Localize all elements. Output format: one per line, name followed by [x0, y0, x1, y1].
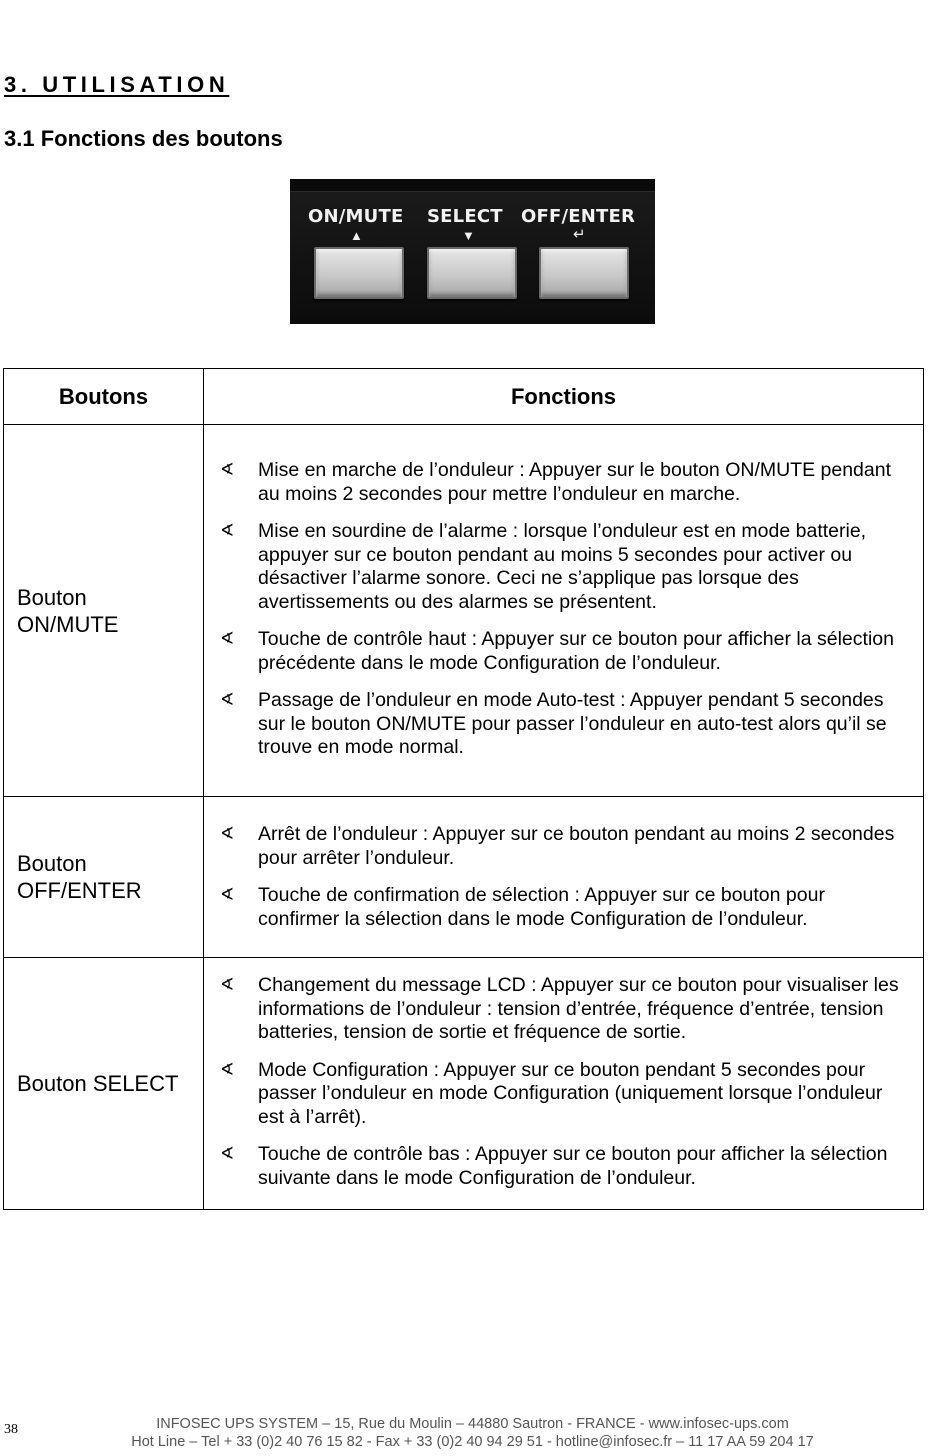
button-name: Bouton SELECT [17, 1071, 179, 1096]
bullet-icon: ∢ [220, 629, 235, 649]
functions-list [204, 425, 923, 760]
button-name-cell [4, 958, 204, 1210]
table-row-on-mute [4, 425, 924, 797]
button-name-cell [4, 425, 204, 797]
function-text: Mise en sourdine de l’alarme : lorsque l’onduleur est en mode batterie, appuyer sur ce bouton pendant au moins 5 secondes pour activer ou désactiver l’alarme sonore. Ceci ne s’applique pas lorsque des avertissements ou des alarmes se présentent. [258, 520, 867, 613]
list-item [204, 459, 923, 506]
button-name: Bouton OFF/ENTER [17, 851, 142, 903]
bullet-icon: ∢ [220, 975, 235, 995]
button-panel-photo [290, 179, 655, 324]
function-text: Changement du message LCD : Appuyer sur ce bouton pour visualiser les informations de l’onduleur : tension d’entrée, fréquence d’entrée, tension batteries, tension de sortie et fréquence de sortie. [258, 974, 899, 1043]
panel-lcd-edge [290, 179, 655, 192]
table-header-row [4, 369, 924, 425]
bullet-icon: ∢ [220, 824, 235, 844]
button-functions-table [3, 368, 924, 1210]
on-mute-key [314, 247, 404, 299]
bullet-icon: ∢ [220, 1059, 235, 1080]
enter-arrow-icon: ↵ [573, 226, 586, 243]
list-item [204, 1143, 923, 1190]
bullet-icon: ∢ [220, 521, 235, 541]
select-key [427, 247, 517, 299]
function-text: Mode Configuration : Appuyer sur ce bouton pendant 5 secondes pour passer l’onduleur en mode Configuration (uniquement lorsque l’onduleur est à l’arrêt). [258, 1058, 883, 1128]
list-item [204, 1059, 923, 1130]
list-item [204, 520, 923, 614]
panel-label-on-mute: ON/MUTE [308, 206, 404, 227]
bullet-icon: ∢ [220, 460, 235, 480]
list-item [204, 974, 923, 1045]
panel-label-off-enter: OFF/ENTER [521, 206, 636, 227]
bullet-icon: ∢ [220, 1144, 235, 1164]
subsection-title: 3.1 Fonctions des boutons [4, 126, 283, 151]
function-text: Arrêt de l’onduleur : Appuyer sur ce bouton pendant au moins 2 secondes pour arrêter l’onduleur. [258, 823, 895, 869]
function-text: Passage de l’onduleur en mode Auto-test : Appuyer pendant 5 secondes sur le bouton ON/MUTE pour passer l’onduleur en auto-test alors qu’il se trouve en mode normal. [258, 689, 887, 758]
list-item [204, 628, 923, 675]
list-item [204, 689, 923, 760]
button-name: Bouton ON/MUTE [17, 584, 119, 637]
up-arrow-icon: ▲ [350, 228, 363, 243]
functions-cell [204, 958, 924, 1210]
off-enter-key [539, 247, 629, 299]
functions-list [204, 958, 923, 1190]
footer-address: INFOSEC UPS SYSTEM – 15, Rue du Moulin – 44880 Sautron - FRANCE - www.infosec-ups.com [156, 1416, 789, 1432]
down-arrow-icon: ▼ [462, 228, 475, 243]
table-row-select [4, 958, 924, 1210]
functions-cell [204, 797, 924, 958]
list-item [204, 884, 923, 931]
list-item [204, 823, 923, 870]
footer-contact: Hot Line – Tel + 33 (0)2 40 76 15 82 - Fax + 33 (0)2 40 94 29 51 - hotline@infosec.fr – 11 17 AA 59 204 17 [131, 1434, 814, 1450]
function-text: Mise en marche de l’onduleur : Appuyer sur le bouton ON/MUTE pendant au moins 2 secondes pour mettre l’onduleur en marche. [258, 459, 892, 505]
table-row-off-enter [4, 797, 924, 958]
panel-label-select: SELECT [427, 206, 503, 227]
header-fonctions: Fonctions [204, 369, 924, 425]
page-number: 38 [4, 1422, 18, 1437]
button-name-cell [4, 797, 204, 958]
function-text: Touche de contrôle bas : Appuyer sur ce bouton pour afficher la sélection suivante dans le mode Configuration de l’onduleur. [258, 1143, 888, 1189]
bullet-icon: ∢ [220, 690, 235, 710]
function-text: Touche de confirmation de sélection : Appuyer sur ce bouton pour confirmer la sélection dans le mode Configuration de l’onduleur. [258, 884, 825, 930]
header-boutons: Boutons [4, 369, 204, 425]
functions-cell [204, 425, 924, 797]
section-title: 3. UTILISATION [4, 72, 230, 97]
bullet-icon: ∢ [220, 885, 235, 905]
function-text: Touche de contrôle haut : Appuyer sur ce bouton pour afficher la sélection précédente dans le mode Configuration de l’onduleur. [258, 628, 894, 674]
functions-list [204, 797, 923, 931]
